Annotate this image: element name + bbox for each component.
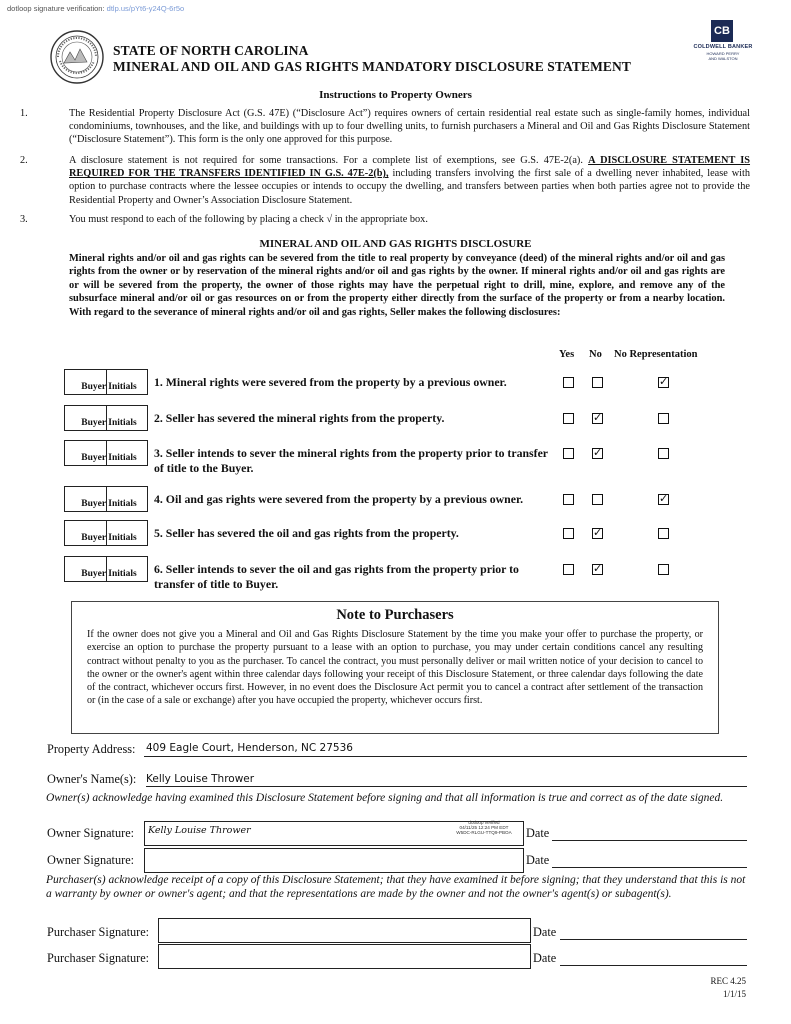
date-label-2: Date bbox=[526, 853, 550, 867]
checkbox-yes-q2[interactable] bbox=[563, 413, 574, 424]
instruction-item-1 bbox=[20, 107, 750, 147]
instruction-item-2 bbox=[20, 154, 750, 208]
checkbox-yes-q1[interactable] bbox=[563, 377, 574, 388]
purchaser-signature-label-1: Purchaser Signature: bbox=[47, 925, 150, 939]
disclosure-question-1: 1. Mineral rights were severed from the property by a previous owner. bbox=[154, 375, 507, 389]
owners-names-line bbox=[146, 786, 747, 787]
buyer-initials-label: Buyer Initials bbox=[81, 499, 137, 509]
check-mark-icon: ✓ bbox=[593, 562, 603, 575]
note-title: Note to Purchasers bbox=[336, 607, 454, 623]
stamp-line-1: dotloop verified bbox=[468, 820, 500, 825]
date-field-1[interactable] bbox=[552, 840, 747, 841]
owners-names-label: Owner's Name(s): bbox=[47, 772, 137, 786]
checkbox-no-q4[interactable] bbox=[592, 494, 603, 505]
purchaser-signature-field-2[interactable] bbox=[158, 944, 531, 969]
checkbox-no-representation-q5[interactable] bbox=[658, 528, 669, 539]
check-mark-icon: ✓ bbox=[659, 375, 669, 388]
property-address-line bbox=[144, 756, 747, 757]
dotloop-verification bbox=[7, 4, 184, 13]
disclosure-question-4: 4. Oil and gas rights were severed from the property by a previous owner. bbox=[154, 492, 524, 506]
date-label-4: Date bbox=[533, 951, 557, 965]
brand-name: COLDWELL BANKER bbox=[693, 44, 753, 50]
form-title: MINERAL AND OIL AND GAS RIGHTS MANDATORY DISCLOSURE STATEMENT bbox=[113, 59, 631, 74]
instruction-item-3 bbox=[20, 213, 750, 227]
disclosure-question-3: 3. Seller intends to sever the mineral rights from the property prior to transfer of title to the Buyer. bbox=[154, 446, 548, 475]
date-field-2[interactable] bbox=[552, 867, 747, 868]
form-code: REC 4.25 bbox=[710, 976, 746, 986]
date-label-1: Date bbox=[526, 826, 550, 840]
checkbox-yes-q4[interactable] bbox=[563, 494, 574, 505]
checkbox-no-representation-q4[interactable] bbox=[658, 494, 669, 505]
item-text: The Residential Property Disclosure Act (G.S. 47E) (“Disclosure Act”) requires owners of certain residential real estate such as single-family homes, individual condominiums, townhouses, and the like, and buildings with up to four dwelling units, to furnish purchasers a Mineral and Oil and Gas Rights Disclosure Statement (“Disclosure Statement”). This form is the only one approved for this purpose. bbox=[69, 108, 750, 146]
state-seal-icon bbox=[50, 30, 104, 84]
owners-names-field[interactable]: Kelly Louise Thrower bbox=[146, 773, 255, 785]
buyer-initials-label: Buyer Initials bbox=[81, 418, 137, 428]
brand-sub-line1: HOWARD PERRY bbox=[706, 51, 740, 56]
purchaser-signature-label-2: Purchaser Signature: bbox=[47, 951, 150, 965]
note-body: If the owner does not give you a Mineral and Oil and Gas Rights Disclosure Statement by the time you make your offer to purchase the property, or exercise an option to purchase the property pursuant to a lease with an option to purchase, you may under certain conditions cancel any resulting contract without penalty to you as the purchaser. To cancel the contract, you must personally deliver or mail written notice of your decision to cancel to the owner or the owner's agent within three calendar days following your receipt of this Disclosure Statement, or three calendar days following the date of the contract, whichever occurs first. However, in no event does the Disclosure Act permit you to cancel a contract after settlement of the transaction or (in the case of a sale or exchange) after you have occupied the property, whichever occurs first. bbox=[87, 629, 703, 707]
column-no-representation: No Representation bbox=[614, 349, 698, 360]
checkbox-no-representation-q6[interactable] bbox=[658, 564, 669, 575]
checkbox-no-q1[interactable] bbox=[592, 377, 603, 388]
buyer-initials-label: Buyer Initials bbox=[81, 382, 137, 392]
coldwell-banker-logo-icon: CB bbox=[711, 20, 733, 42]
check-mark-icon: ✓ bbox=[659, 492, 669, 505]
dotloop-label: dotloop signature verification: bbox=[7, 4, 105, 13]
disclosure-heading: MINERAL AND OIL AND GAS RIGHTS DISCLOSURE bbox=[259, 238, 532, 250]
property-address-field[interactable]: 409 Eagle Court, Henderson, NC 27536 bbox=[146, 742, 353, 754]
item2-pre: A disclosure statement is not required for some transactions. For a complete list of exemptions, see G.S. 47E-2(a). bbox=[69, 155, 583, 166]
checkbox-no-q6[interactable] bbox=[592, 564, 603, 575]
buyer-initials-label: Buyer Initials bbox=[81, 533, 137, 543]
stamp-line-3: W5DC-RLGU-TTQ9-PBOA bbox=[456, 830, 512, 836]
purchaser-acknowledgment: Purchaser(s) acknowledge receipt of a copy of this Disclosure Statement; that they have examined it before signing; that they understand that this is not a warranty by owner or owner's agent; and that the representations are made by the owner and not the owner's agent(s) or subagent(s). bbox=[46, 874, 746, 900]
checkbox-no-representation-q3[interactable] bbox=[658, 448, 669, 459]
item2-post: including transfers involving the first sale of a dwelling never inhabited, lease with option to purchase contracts where the lessee occupies or intends to occupy the dwelling, and transfers between parties when both parties agree not to provide the Residential Property and Owner’s Association Disclosure Statement. bbox=[69, 168, 750, 206]
column-no: No bbox=[589, 349, 602, 360]
checkbox-no-representation-q2[interactable] bbox=[658, 413, 669, 424]
form-date: 1/1/15 bbox=[722, 989, 746, 999]
buyer-initials-label: Buyer Initials bbox=[81, 569, 137, 579]
state-title: STATE OF NORTH CAROLINA bbox=[113, 43, 309, 58]
item-text: You must respond to each of the following by placing a check √ in the appropriate box. bbox=[69, 214, 428, 225]
dotloop-stamp bbox=[444, 820, 524, 836]
item-number: 3. bbox=[20, 214, 28, 225]
item2-emphasis: A DISCLOSURE STATEMENT IS REQUIRED FOR THE TRANSFERS IDENTIFIED IN G.S. 47E-2(b), bbox=[69, 155, 751, 180]
owner-signature-label-2: Owner Signature: bbox=[47, 853, 135, 867]
column-yes: Yes bbox=[559, 349, 575, 360]
instructions-heading: Instructions to Property Owners bbox=[319, 89, 472, 101]
checkbox-yes-q3[interactable] bbox=[563, 448, 574, 459]
date-field-3[interactable] bbox=[560, 939, 747, 940]
checkbox-no-q2[interactable] bbox=[592, 413, 603, 424]
purchaser-signature-field-1[interactable] bbox=[158, 918, 531, 943]
disclosure-question-6: 6. Seller intends to sever the oil and gas rights from the property prior to transfer of title to Buyer. bbox=[154, 562, 519, 591]
checkbox-yes-q5[interactable] bbox=[563, 528, 574, 539]
owner-signature-label-1: Owner Signature: bbox=[47, 826, 135, 840]
date-field-4[interactable] bbox=[560, 965, 747, 966]
stamp-line-2: 04/11/25 12:24 PM EDT bbox=[459, 825, 509, 831]
owner-signature-field-2[interactable] bbox=[144, 848, 524, 873]
disclosure-question-5: 5. Seller has severed the oil and gas rights from the property. bbox=[154, 526, 459, 540]
brand-sub-line2: AND WALSTON bbox=[708, 55, 738, 61]
checkbox-no-q3[interactable] bbox=[592, 448, 603, 459]
brand-subtitle bbox=[690, 52, 756, 61]
check-mark-icon: ✓ bbox=[593, 526, 603, 539]
owner-acknowledgment: Owner(s) acknowledge having examined this Disclosure Statement before signing and that all information is true and correct as of the date signed. bbox=[46, 792, 724, 804]
disclosure-question-2: 2. Seller has severed the mineral rights from the property. bbox=[154, 411, 445, 425]
checkbox-yes-q6[interactable] bbox=[563, 564, 574, 575]
item-number: 1. bbox=[20, 108, 28, 119]
checkbox-no-q5[interactable] bbox=[592, 528, 603, 539]
item-text bbox=[69, 154, 750, 207]
buyer-initials-label: Buyer Initials bbox=[81, 453, 137, 463]
check-mark-icon: ✓ bbox=[593, 446, 603, 459]
date-label-3: Date bbox=[533, 925, 557, 939]
owner-signature-value: Kelly Louise Thrower bbox=[148, 825, 251, 836]
check-mark-icon: ✓ bbox=[593, 411, 603, 424]
disclosure-body: Mineral rights and/or oil and gas rights can be severed from the title to real property by conveyance (deed) of the mineral rights and/or oil and gas rights from the owner or by reservation of the mineral rights and/or oil and gas rights by the owner. If mineral rights and/or oil and gas rights are or will be severed from the property, the owner of those rights may have the perpetual right to drill, mine, explore, and remove any of the subsurface mineral and/or oil or gas resources on or from the property either directly from the surface of the property or from a nearby location. With regard to the severance of mineral rights and/or oil and gas rights, Seller makes the following disclosures: bbox=[69, 253, 725, 318]
checkbox-no-representation-q1[interactable] bbox=[658, 377, 669, 388]
dotloop-link[interactable]: dtlp.us/pYt6-y24Q-6r5o bbox=[106, 4, 185, 13]
item-number: 2. bbox=[20, 155, 28, 166]
property-address-label: Property Address: bbox=[47, 742, 136, 756]
